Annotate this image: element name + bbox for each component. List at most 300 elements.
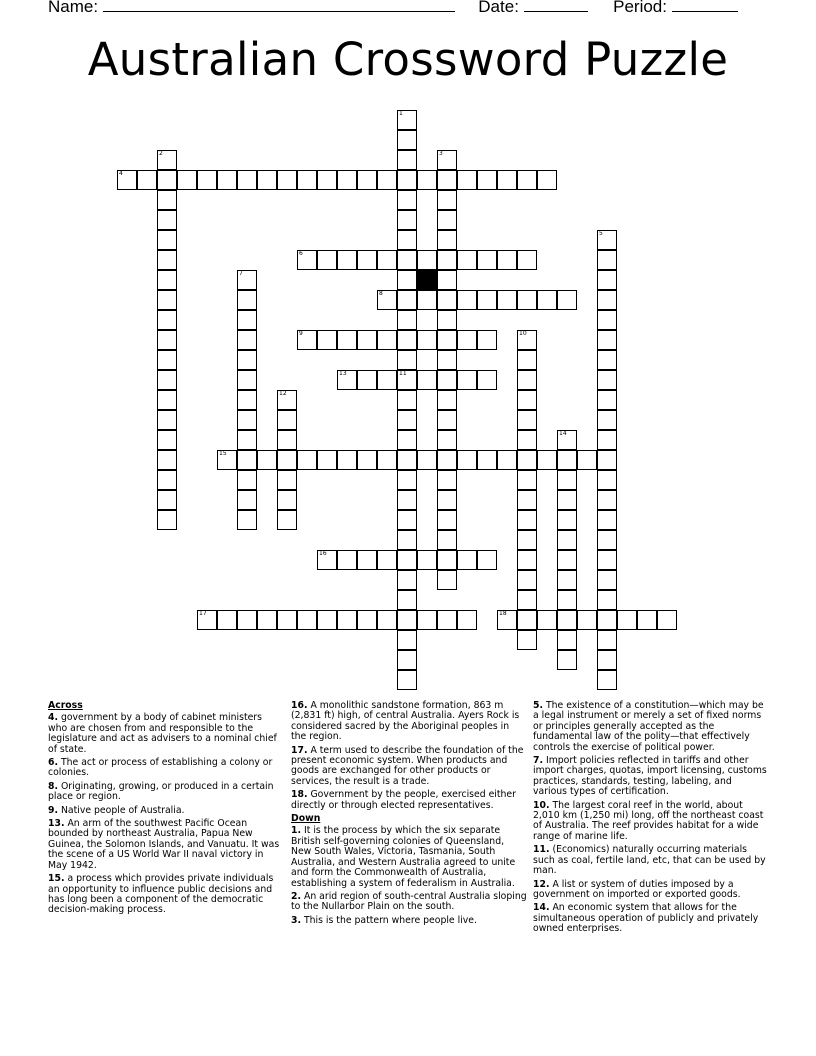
grid-cell[interactable] bbox=[417, 250, 437, 270]
grid-cell[interactable] bbox=[417, 290, 437, 310]
grid-cell[interactable] bbox=[397, 190, 417, 210]
grid-cell[interactable] bbox=[297, 250, 317, 270]
grid-cell[interactable] bbox=[437, 210, 457, 230]
grid-cell[interactable] bbox=[377, 370, 397, 390]
period-label: Period: bbox=[613, 0, 667, 16]
grid-cell[interactable] bbox=[477, 330, 497, 350]
grid-cell[interactable] bbox=[497, 610, 517, 630]
grid-cell[interactable] bbox=[397, 350, 417, 370]
grid-cell[interactable] bbox=[537, 290, 557, 310]
grid-cell[interactable] bbox=[417, 550, 437, 570]
grid-cell[interactable] bbox=[217, 610, 237, 630]
grid-cell[interactable] bbox=[517, 410, 537, 430]
clue-across bbox=[48, 713, 280, 755]
grid-cell[interactable] bbox=[157, 470, 177, 490]
grid-cell[interactable] bbox=[237, 510, 257, 530]
grid-cell[interactable] bbox=[597, 470, 617, 490]
grid-cell[interactable] bbox=[597, 450, 617, 470]
grid-cell[interactable] bbox=[237, 170, 257, 190]
grid-cell[interactable] bbox=[397, 610, 417, 630]
grid-cell[interactable] bbox=[237, 610, 257, 630]
grid-cell[interactable] bbox=[557, 510, 577, 530]
grid-cell[interactable] bbox=[397, 410, 417, 430]
grid-cell[interactable] bbox=[217, 450, 237, 470]
clue-text: a process which provides private individuals an opportunity to influence public decisions and has long been a component of the democratic decision-making process. bbox=[48, 873, 274, 916]
grid-cell[interactable] bbox=[297, 610, 317, 630]
grid-cell[interactable] bbox=[597, 570, 617, 590]
grid-cell[interactable] bbox=[237, 410, 257, 430]
clue-number-label: 7. bbox=[533, 755, 544, 767]
clue-text: Government by the people, exercised either directly or through elected representatives. bbox=[291, 789, 516, 811]
clue-number: 8 bbox=[379, 290, 383, 297]
grid-cell[interactable] bbox=[377, 170, 397, 190]
grid-cell[interactable] bbox=[357, 330, 377, 350]
grid-cell[interactable] bbox=[377, 550, 397, 570]
grid-cell[interactable] bbox=[337, 370, 357, 390]
grid-cell[interactable] bbox=[397, 330, 417, 350]
grid-cell[interactable] bbox=[517, 470, 537, 490]
clue-number-label: 8. bbox=[48, 780, 59, 792]
grid-cell[interactable] bbox=[437, 470, 457, 490]
clue-down bbox=[291, 826, 527, 888]
grid-cell[interactable] bbox=[157, 170, 177, 190]
clue-number-label: 5. bbox=[533, 700, 544, 711]
clue-across bbox=[48, 874, 280, 916]
grid-cell[interactable] bbox=[337, 330, 357, 350]
grid-cell[interactable] bbox=[417, 370, 437, 390]
clue-across bbox=[48, 782, 280, 803]
grid-cell[interactable] bbox=[597, 490, 617, 510]
grid-cell[interactable] bbox=[497, 170, 517, 190]
grid-cell[interactable] bbox=[197, 170, 217, 190]
grid-cell[interactable] bbox=[277, 170, 297, 190]
grid-cell[interactable] bbox=[557, 290, 577, 310]
grid-cell[interactable] bbox=[317, 610, 337, 630]
grid-cell[interactable] bbox=[457, 550, 477, 570]
grid-cell[interactable] bbox=[457, 250, 477, 270]
grid-cell[interactable] bbox=[397, 630, 417, 650]
grid-cell[interactable] bbox=[557, 450, 577, 470]
grid-cell[interactable] bbox=[277, 490, 297, 510]
grid-cell[interactable] bbox=[517, 530, 537, 550]
grid-cell[interactable] bbox=[437, 490, 457, 510]
grid-cell[interactable] bbox=[397, 170, 417, 190]
grid-cell[interactable] bbox=[317, 170, 337, 190]
grid-cell[interactable] bbox=[297, 330, 317, 350]
clue-number-label: 10. bbox=[533, 799, 550, 811]
grid-cell[interactable] bbox=[397, 210, 417, 230]
grid-cell[interactable] bbox=[237, 490, 257, 510]
clue-across bbox=[48, 758, 280, 779]
grid-cell[interactable] bbox=[357, 170, 377, 190]
grid-cell[interactable] bbox=[517, 350, 537, 370]
grid-cell[interactable] bbox=[157, 490, 177, 510]
grid-cell[interactable] bbox=[397, 370, 417, 390]
grid-cell[interactable] bbox=[437, 170, 457, 190]
grid-cell[interactable] bbox=[237, 390, 257, 410]
grid-cell[interactable] bbox=[397, 130, 417, 150]
clue-number-label: 15. bbox=[48, 873, 65, 885]
grid-cell[interactable] bbox=[337, 250, 357, 270]
grid-cell[interactable] bbox=[157, 150, 177, 170]
grid-cell[interactable] bbox=[397, 450, 417, 470]
grid-cell[interactable] bbox=[517, 430, 537, 450]
clue-text: A term used to describe the foundation of the present economic system. When products and goods are exchanged for other products or services, the result is a trade. bbox=[291, 744, 524, 787]
grid-cell[interactable] bbox=[377, 290, 397, 310]
grid-cell[interactable] bbox=[597, 350, 617, 370]
grid-cell[interactable] bbox=[277, 450, 297, 470]
grid-cell[interactable] bbox=[137, 170, 157, 190]
clue-number: 7 bbox=[239, 270, 243, 277]
grid-cell[interactable] bbox=[397, 250, 417, 270]
clue-across bbox=[291, 701, 527, 743]
grid-cell[interactable] bbox=[317, 450, 337, 470]
grid-cell[interactable] bbox=[157, 250, 177, 270]
grid-cell[interactable] bbox=[517, 370, 537, 390]
grid-cell[interactable] bbox=[397, 570, 417, 590]
grid-cell[interactable] bbox=[477, 170, 497, 190]
grid-cell[interactable] bbox=[517, 290, 537, 310]
grid-cell[interactable] bbox=[157, 330, 177, 350]
grid-cell[interactable] bbox=[457, 610, 477, 630]
clue-number: 9 bbox=[299, 330, 303, 337]
clue-number: 18 bbox=[499, 610, 507, 617]
grid-cell[interactable] bbox=[597, 630, 617, 650]
grid-cell[interactable] bbox=[437, 370, 457, 390]
grid-cell[interactable] bbox=[597, 250, 617, 270]
grid-cell[interactable] bbox=[397, 650, 417, 670]
grid-cell[interactable] bbox=[257, 450, 277, 470]
grid-cell[interactable] bbox=[557, 650, 577, 670]
grid-cell[interactable] bbox=[557, 470, 577, 490]
grid-cell[interactable] bbox=[157, 430, 177, 450]
grid-cell[interactable] bbox=[157, 510, 177, 530]
clue-text: Import policies reflected in tariffs and other import charges, quotas, import licensing, customs practices, standards, testing, labeling, and various types of certification. bbox=[533, 755, 767, 798]
grid-cell[interactable] bbox=[397, 290, 417, 310]
grid-cell[interactable] bbox=[517, 550, 537, 570]
clue-number: 5 bbox=[599, 230, 603, 237]
clue-down bbox=[533, 880, 767, 901]
grid-cell[interactable] bbox=[277, 430, 297, 450]
grid-cell[interactable] bbox=[237, 270, 257, 290]
grid-cell[interactable] bbox=[517, 630, 537, 650]
grid-cell[interactable] bbox=[257, 170, 277, 190]
name-label: Name: bbox=[48, 0, 99, 16]
clue-text: An arid region of south-central Australia sloping to the Nullarbor Plain on the south. bbox=[291, 890, 527, 913]
grid-cell[interactable] bbox=[537, 450, 557, 470]
grid-cell[interactable] bbox=[397, 490, 417, 510]
grid-cell[interactable] bbox=[517, 390, 537, 410]
grid-cell[interactable] bbox=[457, 370, 477, 390]
grid-cell[interactable] bbox=[337, 450, 357, 470]
grid-cell[interactable] bbox=[597, 650, 617, 670]
grid-cell[interactable] bbox=[397, 150, 417, 170]
grid-cell[interactable] bbox=[457, 290, 477, 310]
grid-cell[interactable] bbox=[157, 210, 177, 230]
grid-cell[interactable] bbox=[277, 510, 297, 530]
grid-cell[interactable] bbox=[597, 290, 617, 310]
grid-cell[interactable] bbox=[237, 290, 257, 310]
grid-cell[interactable] bbox=[237, 450, 257, 470]
grid-cell[interactable] bbox=[517, 330, 537, 350]
clue-number-label: 1. bbox=[291, 825, 302, 837]
clue-text: government by a body of cabinet ministers who are chosen from and responsible to the legislature and act as advisers to a nominal chief of state. bbox=[48, 712, 277, 755]
grid-cell[interactable] bbox=[437, 310, 457, 330]
grid-cell[interactable] bbox=[597, 610, 617, 630]
clue-across bbox=[48, 819, 280, 871]
grid-cell[interactable] bbox=[517, 590, 537, 610]
grid-cell[interactable] bbox=[237, 470, 257, 490]
grid-cell[interactable] bbox=[237, 370, 257, 390]
grid-cell[interactable] bbox=[437, 190, 457, 210]
grid-cell[interactable] bbox=[437, 290, 457, 310]
grid-cell[interactable] bbox=[437, 250, 457, 270]
page-title: Australian Crossword Puzzle bbox=[87, 33, 729, 86]
grid-cell[interactable] bbox=[437, 330, 457, 350]
grid-cell[interactable] bbox=[537, 610, 557, 630]
clue-number: 15 bbox=[219, 450, 227, 457]
grid-cell[interactable] bbox=[397, 390, 417, 410]
grid-cell[interactable] bbox=[597, 590, 617, 610]
clue-text: The existence of a constitution—which may be a legal instrument or merely a set of fixed norms or principles generally accepted as the fundamental law of the polity—that effectively controls the exercise of political power. bbox=[533, 700, 764, 753]
grid-cell[interactable] bbox=[437, 430, 457, 450]
clue-number: 1 bbox=[399, 110, 403, 117]
grid-cell[interactable] bbox=[497, 250, 517, 270]
grid-cell[interactable] bbox=[577, 450, 597, 470]
grid-cell[interactable] bbox=[557, 530, 577, 550]
grid-cell[interactable] bbox=[517, 490, 537, 510]
clue-text: It is the process by which the six separate British self-governing colonies of Queensland, New South Wales, Victoria, Tasmania, South Australia, and Western Australia agreed to unite and form the Commonwealth of Australia, establishing a system of federalism in Australia. bbox=[291, 825, 516, 889]
grid-cell[interactable] bbox=[397, 110, 417, 130]
grid-cell[interactable] bbox=[437, 390, 457, 410]
grid-cell[interactable] bbox=[157, 190, 177, 210]
grid-cell[interactable] bbox=[557, 550, 577, 570]
grid-cell[interactable] bbox=[397, 230, 417, 250]
grid-cell[interactable] bbox=[377, 250, 397, 270]
grid-cell[interactable] bbox=[517, 250, 537, 270]
clue-text: A monolithic sandstone formation, 863 m (2,831 ft) high, of central Australia. Ayers Rock is considered sacred by the Aboriginal peoples in the region. bbox=[291, 700, 520, 743]
grid-cell[interactable] bbox=[317, 550, 337, 570]
grid-cell[interactable] bbox=[597, 510, 617, 530]
grid-cell[interactable] bbox=[337, 170, 357, 190]
grid-cell[interactable] bbox=[337, 610, 357, 630]
grid-cell[interactable] bbox=[437, 410, 457, 430]
grid-cell[interactable] bbox=[557, 570, 577, 590]
clue-number: 6 bbox=[299, 250, 303, 257]
grid-cell[interactable] bbox=[597, 370, 617, 390]
clue-text: This is the pattern where people live. bbox=[301, 914, 477, 926]
grid-cell[interactable] bbox=[437, 610, 457, 630]
clue-number-label: 2. bbox=[291, 890, 302, 902]
grid-cell[interactable] bbox=[397, 670, 417, 690]
grid-cell[interactable] bbox=[237, 430, 257, 450]
grid-cell[interactable] bbox=[617, 610, 637, 630]
clue-number: 17 bbox=[199, 610, 207, 617]
clue-text: An arm of the southwest Pacific Ocean bounded by northeast Australia, Papua New Guinea, the Solomon Islands, and Vanuatu. It was the scene of a US World War II naval victory in May 1942. bbox=[48, 818, 280, 871]
grid-cell[interactable] bbox=[177, 170, 197, 190]
grid-cell[interactable] bbox=[117, 170, 137, 190]
clue-down bbox=[291, 892, 527, 913]
clue-number-label: 9. bbox=[48, 804, 59, 816]
grid-cell[interactable] bbox=[157, 410, 177, 430]
clue-down bbox=[533, 845, 767, 876]
grid-cell[interactable] bbox=[637, 610, 657, 630]
grid-cell[interactable] bbox=[437, 570, 457, 590]
grid-cell[interactable] bbox=[377, 330, 397, 350]
clue-text: A list or system of duties imposed by a government on imported or exported goods. bbox=[533, 878, 741, 900]
clue-text: The act or process of establishing a colony or colonies. bbox=[48, 757, 273, 779]
grid-cell[interactable] bbox=[277, 390, 297, 410]
grid-cell[interactable] bbox=[557, 590, 577, 610]
clues-column-1 bbox=[48, 701, 280, 919]
grid-cell[interactable] bbox=[597, 410, 617, 430]
grid-cell[interactable] bbox=[297, 170, 317, 190]
grid-cell[interactable] bbox=[597, 330, 617, 350]
clue-number-label: 3. bbox=[291, 914, 302, 926]
clue-number: 16 bbox=[319, 550, 327, 557]
clue-text: An economic system that allows for the simultaneous operation of publicly and privately owned enterprises. bbox=[533, 902, 759, 935]
grid-cell[interactable] bbox=[357, 450, 377, 470]
grid-cell[interactable] bbox=[197, 610, 217, 630]
clue-number-label: 17. bbox=[291, 744, 308, 756]
grid-cell[interactable] bbox=[417, 610, 437, 630]
grid-cell[interactable] bbox=[477, 550, 497, 570]
clue-down bbox=[533, 903, 767, 934]
grid-cell[interactable] bbox=[517, 570, 537, 590]
grid-cell[interactable] bbox=[437, 230, 457, 250]
grid-cell[interactable] bbox=[477, 370, 497, 390]
grid-cell[interactable] bbox=[437, 550, 457, 570]
grid-cell[interactable] bbox=[157, 390, 177, 410]
grid-cell[interactable] bbox=[597, 230, 617, 250]
clue-number: 14 bbox=[559, 430, 567, 437]
grid-cell[interactable] bbox=[597, 310, 617, 330]
grid-cell[interactable] bbox=[517, 170, 537, 190]
grid-cell[interactable] bbox=[497, 290, 517, 310]
grid-cell[interactable] bbox=[157, 310, 177, 330]
across-heading: Across bbox=[48, 700, 83, 711]
clue-across bbox=[291, 790, 527, 811]
grid-cell[interactable] bbox=[597, 270, 617, 290]
grid-cell[interactable] bbox=[397, 530, 417, 550]
grid-cell[interactable] bbox=[417, 450, 437, 470]
down-heading: Down bbox=[291, 813, 321, 825]
grid-cell[interactable] bbox=[397, 430, 417, 450]
grid-cell[interactable] bbox=[477, 290, 497, 310]
grid-cell[interactable] bbox=[437, 150, 457, 170]
grid-cell[interactable] bbox=[597, 430, 617, 450]
grid-cell[interactable] bbox=[157, 450, 177, 470]
grid-cell[interactable] bbox=[397, 550, 417, 570]
grid-cell[interactable] bbox=[397, 590, 417, 610]
grid-cell[interactable] bbox=[157, 270, 177, 290]
grid-cell[interactable] bbox=[457, 330, 477, 350]
grid-cell[interactable] bbox=[597, 670, 617, 690]
clue-down bbox=[533, 756, 767, 798]
grid-cell[interactable] bbox=[457, 170, 477, 190]
grid-cell[interactable] bbox=[557, 490, 577, 510]
grid-cell[interactable] bbox=[157, 290, 177, 310]
clues-column-2 bbox=[291, 701, 527, 929]
clue-number-label: 6. bbox=[48, 757, 59, 769]
grid-cell[interactable] bbox=[437, 450, 457, 470]
grid-cell[interactable] bbox=[277, 610, 297, 630]
grid-cell[interactable] bbox=[477, 450, 497, 470]
grid-cell[interactable] bbox=[437, 270, 457, 290]
clue-number-label: 4. bbox=[48, 712, 59, 724]
grid-cell[interactable] bbox=[457, 450, 477, 470]
clue-text: Originating, growing, or produced in a certain place or region. bbox=[48, 780, 274, 803]
clue-number-label: 12. bbox=[533, 878, 550, 890]
grid-cell[interactable] bbox=[397, 470, 417, 490]
grid-cell[interactable] bbox=[577, 610, 597, 630]
grid-cell[interactable] bbox=[417, 330, 437, 350]
grid-cell[interactable] bbox=[257, 610, 277, 630]
grid-cell[interactable] bbox=[497, 450, 517, 470]
grid-cell[interactable] bbox=[537, 170, 557, 190]
grid-cell[interactable] bbox=[357, 550, 377, 570]
grid-cell[interactable] bbox=[397, 310, 417, 330]
date-label: Date: bbox=[478, 0, 519, 16]
grid-cell[interactable] bbox=[217, 170, 237, 190]
grid-cell[interactable] bbox=[397, 270, 417, 290]
grid-cell[interactable] bbox=[357, 250, 377, 270]
clue-number: 13 bbox=[339, 370, 347, 377]
grid-cell[interactable] bbox=[557, 610, 577, 630]
grid-cell[interactable] bbox=[417, 170, 437, 190]
grid-cell[interactable] bbox=[357, 610, 377, 630]
grid-cell[interactable] bbox=[557, 630, 577, 650]
grid-cell[interactable] bbox=[557, 430, 577, 450]
clue-number: 12 bbox=[279, 390, 287, 397]
grid-cell[interactable] bbox=[597, 530, 617, 550]
clues-column-3 bbox=[533, 701, 767, 938]
grid-cell[interactable] bbox=[437, 530, 457, 550]
grid-cell[interactable] bbox=[277, 470, 297, 490]
grid-cell[interactable] bbox=[517, 510, 537, 530]
grid-cell[interactable] bbox=[597, 550, 617, 570]
grid-cell[interactable] bbox=[477, 250, 497, 270]
grid-cell[interactable] bbox=[517, 610, 537, 630]
grid-cell[interactable] bbox=[337, 550, 357, 570]
grid-cell[interactable] bbox=[317, 330, 337, 350]
grid-cell[interactable] bbox=[357, 370, 377, 390]
grid-cell[interactable] bbox=[277, 410, 297, 430]
grid-cell[interactable] bbox=[517, 450, 537, 470]
grid-cell[interactable] bbox=[377, 450, 397, 470]
clue-text: Native people of Australia. bbox=[58, 804, 185, 816]
grid-cell[interactable] bbox=[237, 350, 257, 370]
grid-cell[interactable] bbox=[297, 450, 317, 470]
grid-cell[interactable] bbox=[397, 510, 417, 530]
grid-cell[interactable] bbox=[437, 510, 457, 530]
grid-cell[interactable] bbox=[657, 610, 677, 630]
clue-number-label: 11. bbox=[533, 844, 550, 856]
grid-cell[interactable] bbox=[377, 610, 397, 630]
clue-number: 2 bbox=[159, 150, 163, 157]
grid-cell[interactable] bbox=[157, 230, 177, 250]
grid-cell[interactable] bbox=[317, 250, 337, 270]
grid-cell[interactable] bbox=[157, 350, 177, 370]
clue-number-label: 18. bbox=[291, 789, 308, 801]
grid-cell[interactable] bbox=[237, 310, 257, 330]
grid-cell[interactable] bbox=[437, 350, 457, 370]
clue-down bbox=[291, 916, 527, 926]
grid-cell[interactable] bbox=[157, 370, 177, 390]
grid-cell[interactable] bbox=[237, 330, 257, 350]
grid-cell[interactable] bbox=[597, 390, 617, 410]
clue-text: (Economics) naturally occurring materials such as coal, fertile land, etc, that can be used by man. bbox=[533, 844, 766, 877]
